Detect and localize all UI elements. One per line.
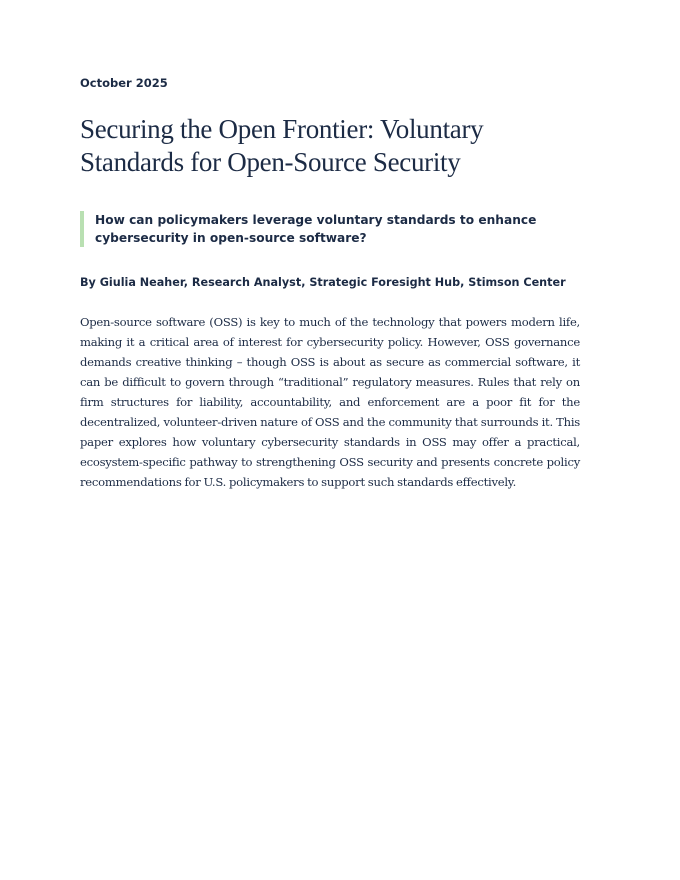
pull-quote-text: How can policymakers leverage voluntary standards to enhance cybersecurity in open-source software? — [95, 213, 537, 245]
pull-quote — [80, 211, 580, 247]
document-title: Securing the Open Frontier: Voluntary Standards for Open-Source Security — [80, 114, 484, 177]
publication-date: October 2025 — [80, 76, 168, 90]
abstract-paragraph: Open-source software (OSS) is key to much of the technology that powers modern life, making it a critical area of interest for cybersecurity policy. However, OSS governance demands creative thinking – though OSS is about as secure as commercial software, it can be difficult to govern through “traditional” regulatory measures. Rules that rely on firm structures for liability, accountability, and enforcement are a poor fit for the decentralized, volunteer-driven nature of OSS and the community that surrounds it. This paper explores how voluntary cybersecurity standards in OSS may offer a practical, ecosystem-specific pathway to strengthening OSS security and presents concrete policy recommendations for U.S. policymakers to support such standards effectively. — [80, 315, 580, 489]
pull-quote-accent-bar — [80, 211, 84, 247]
author-byline: By Giulia Neaher, Research Analyst, Strategic Foresight Hub, Stimson Center — [80, 276, 566, 289]
